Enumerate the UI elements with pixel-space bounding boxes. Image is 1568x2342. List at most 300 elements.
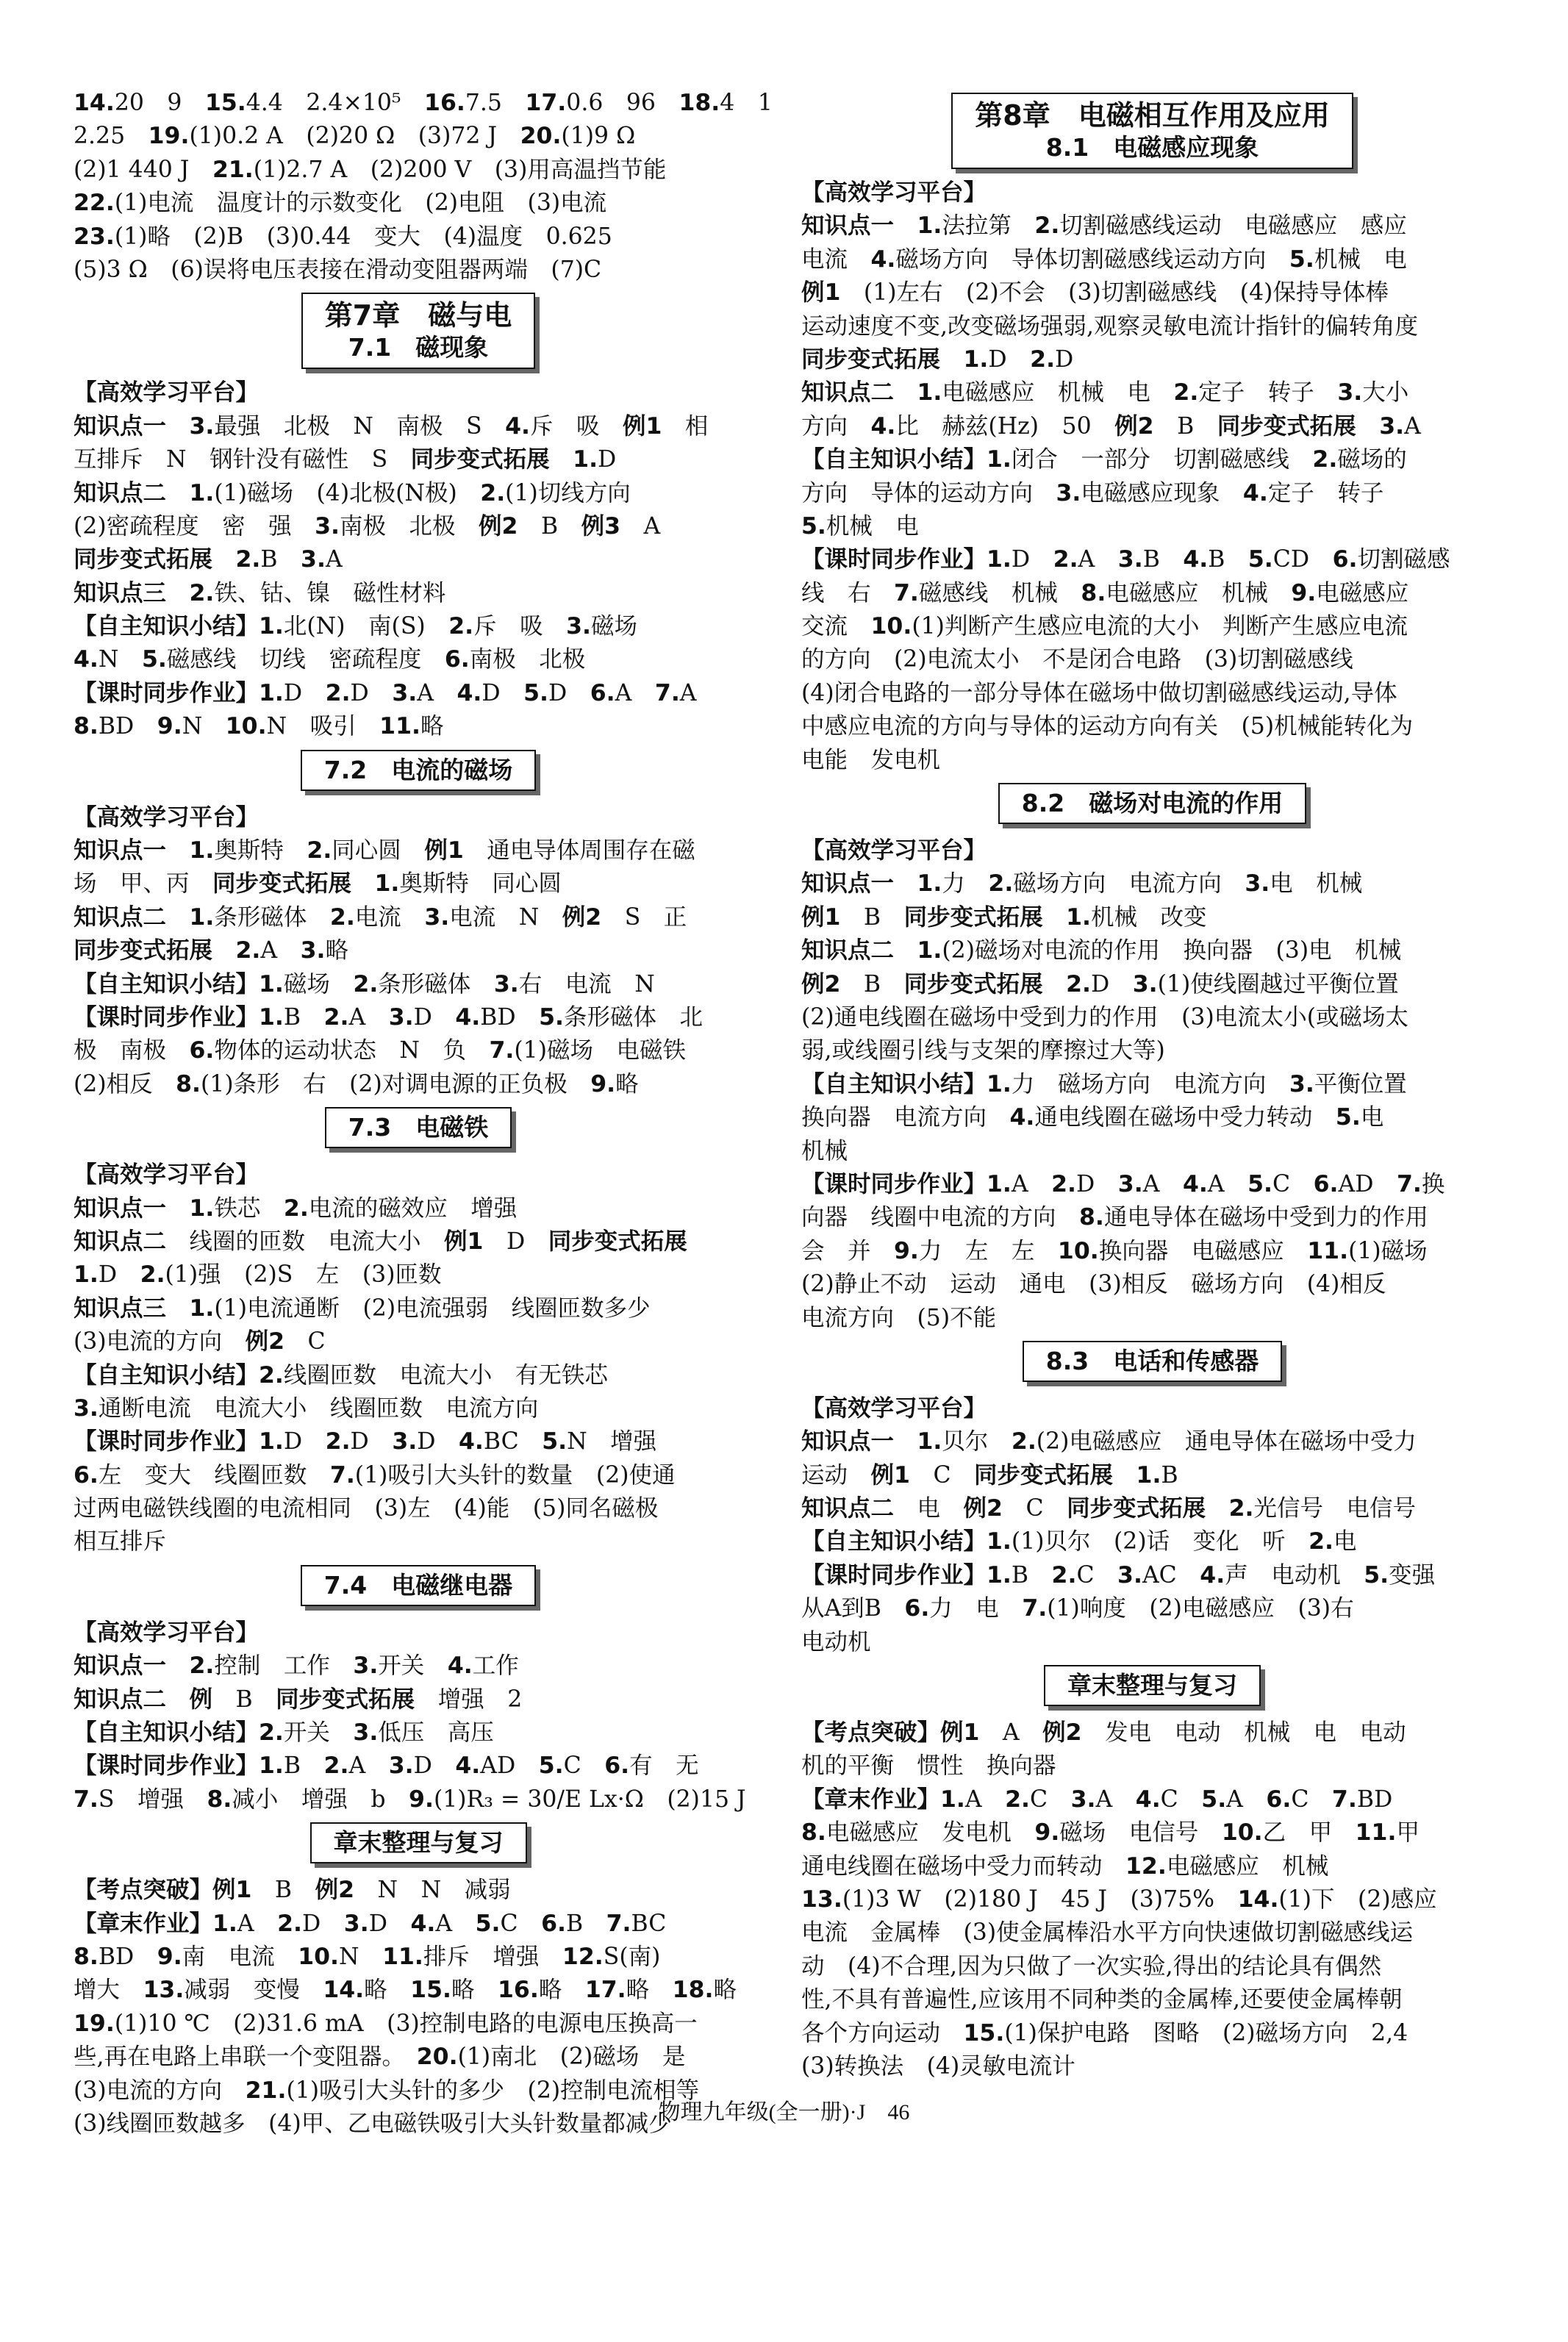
answer-text: 磁感线 机械 [918, 579, 1081, 606]
answer-text: C [1160, 1786, 1202, 1813]
answer-line [801, 243, 1503, 276]
answer-text: 电磁感应 发电机 [826, 1819, 1035, 1847]
answer-text: 南极 北极 [340, 512, 479, 540]
bold-label: 例1 [622, 412, 662, 440]
answer-text: 比 赫兹(Hz) 50 [895, 412, 1115, 440]
answer-text: 通电线圈在磁场中受力而转动 [801, 1852, 1126, 1880]
answer-text: 右 电流 N [518, 970, 655, 998]
answer-line [74, 477, 763, 510]
bold-label: 知识点二 1. [801, 937, 942, 964]
answer-text: 线圈匝数 电流大小 有无铁芯 [283, 1361, 608, 1389]
answer-text: (1)9 Ω [561, 123, 636, 150]
bold-label: 知识点二 [801, 1495, 895, 1522]
bold-label: 1. [74, 1261, 99, 1289]
bold-label: 【高效学习平台】 [74, 803, 259, 831]
chapter-title: 第8章 电磁相互作用及应用 [975, 99, 1330, 132]
answer-text: S(南) [603, 1943, 661, 1970]
answer-text: 略 [325, 937, 349, 964]
answer-text: C [1002, 1495, 1067, 1522]
bold-label: 知识点二 例 [74, 1686, 213, 1713]
bold-label: 10. [870, 613, 912, 640]
bold-label: 7. [329, 1461, 355, 1489]
bold-label: 10. [298, 1943, 340, 1970]
answer-text: 互排斥 N 钢针没有磁性 S [74, 446, 411, 473]
answer-text: A [679, 679, 697, 706]
answer-text: 会 并 [801, 1237, 895, 1264]
answer-text: D [1011, 546, 1053, 573]
bold-label: 3. [1337, 379, 1363, 407]
answer-text: AD [480, 1752, 539, 1780]
bold-label: 3. [343, 1910, 369, 1937]
answer-text: C [284, 1328, 326, 1356]
bold-label: 例2 [315, 1877, 354, 1904]
bold-label: 【课时同步作业】1. [74, 679, 284, 706]
bold-label: 4. [447, 1652, 473, 1680]
answer-text: D [548, 679, 590, 706]
bold-label: 【课时同步作业】1. [74, 1752, 284, 1780]
answer-text: BC [483, 1428, 543, 1455]
bold-label: 同步变式拓展 2. [74, 546, 261, 573]
bold-label: 4. [458, 1428, 484, 1455]
answer-text: 略 [538, 1977, 585, 2004]
answer-text: 光信号 电信号 [1253, 1495, 1416, 1522]
bold-label: 14. [74, 90, 115, 116]
answer-text: A [1207, 1170, 1248, 1197]
bold-label: 9. [894, 1237, 919, 1264]
answer-text: D [598, 446, 617, 473]
bold-label: 9. [157, 1943, 182, 1970]
bold-label: 3. [189, 412, 215, 440]
bold-label: 例1 [444, 1228, 484, 1255]
bold-label: 8. [176, 1070, 201, 1097]
answer-text: AD [1338, 1170, 1397, 1197]
bold-label: 例1 [424, 837, 464, 864]
bold-label: 7. [894, 579, 919, 606]
answer-line [74, 1192, 763, 1225]
answer-line [801, 443, 1503, 476]
bold-label: 7. [1022, 1595, 1048, 1622]
answer-text: 斥 吸 [473, 613, 567, 640]
bold-label: 3. [388, 1003, 414, 1031]
bold-label: 17. [525, 90, 567, 116]
bold-label: 2. [480, 479, 506, 506]
answer-line [74, 1258, 763, 1292]
bold-label: 11. [379, 713, 420, 740]
answer-line [74, 510, 763, 543]
answer-line [74, 1650, 763, 1683]
bold-label: 10. [225, 713, 267, 740]
bold-label: 3. [566, 613, 591, 640]
answer-text: 闭合 一部分 切割磁感线 [1011, 446, 1313, 473]
bold-label: 例2 [1114, 412, 1154, 440]
answer-line [74, 1941, 763, 1974]
bold-label: 4. [410, 1910, 436, 1937]
section-title: 8.1 电磁感应现象 [1045, 133, 1259, 162]
answer-line [801, 1235, 1503, 1268]
chapter-heading [301, 293, 535, 369]
answer-line [74, 801, 763, 834]
answer-text: 物体的运动状态 N 负 [214, 1037, 490, 1064]
answer-text: (1)电流通断 (2)电流强弱 线圈匝数多少 [214, 1294, 651, 1322]
answer-text: (1)贝尔 (2)话 变化 听 [1011, 1528, 1309, 1555]
answer-text: 中感应电流的方向与导体的运动方向有关 (5)机械能转化为 [801, 713, 1414, 740]
answer-text: 电流 N [449, 903, 562, 931]
answer-text: 电流 [354, 903, 425, 931]
answer-line [74, 1908, 763, 1941]
answer-line [801, 1916, 1503, 1949]
bold-label: 2. [307, 837, 332, 864]
bold-label: 【自主知识小结】1. [801, 446, 1012, 473]
bold-label: 19. [148, 123, 190, 150]
bold-label: 4. [455, 1752, 481, 1780]
section-heading: 8.3 电话和传感器 [1023, 1341, 1282, 1382]
bold-label: 6. [590, 679, 615, 706]
answer-line [74, 1459, 763, 1492]
bold-label: 15. [963, 2019, 1005, 2046]
answer-text: A [1142, 1170, 1183, 1197]
answer-line [74, 577, 763, 610]
bold-label: 3. [315, 512, 340, 540]
answer-text: 电流方向 (5)不能 [801, 1304, 997, 1331]
bold-label: 3. [424, 903, 450, 931]
answer-text: (1)切线方向 [505, 479, 631, 506]
answer-text: 磁场方向 导体切割磁感线运动方向 [895, 246, 1289, 273]
answer-text: S 增强 [98, 1786, 207, 1813]
bold-label: 3. [1117, 546, 1143, 573]
answer-line [74, 1683, 763, 1716]
answer-text: A [417, 679, 457, 706]
bold-label: 21. [212, 156, 254, 183]
answer-text: 电动机 [801, 1628, 871, 1655]
answer-text: 极 南极 [74, 1037, 190, 1064]
answer-line [74, 221, 763, 254]
answer-text: C [909, 1461, 975, 1489]
bold-label: 【自主知识小结】1. [801, 1070, 1012, 1097]
answer-text: D [1076, 1170, 1118, 1197]
bold-label: 【自主知识小结】1. [74, 970, 284, 998]
bold-label: 8. [207, 1786, 232, 1813]
bold-label: 【自主知识小结】2. [74, 1719, 284, 1747]
bold-label: 5. [475, 1910, 501, 1937]
answer-text: B [251, 1877, 315, 1904]
answer-text: 交流 [801, 613, 871, 640]
bold-label: 8. [1081, 579, 1106, 606]
answer-line [74, 1525, 763, 1558]
answer-text: C [1076, 1561, 1118, 1589]
answer-text: 性,不具有普遍性,应该用不同种类的金属棒,还要使金属棒朝 [801, 1986, 1403, 2013]
answer-text: 电能 发电机 [801, 746, 941, 773]
answer-line [801, 376, 1503, 409]
bold-label: 22. [74, 190, 115, 217]
answer-text: 贝尔 [942, 1428, 1012, 1455]
answer-text: 机械 改变 [1090, 903, 1207, 931]
bold-label: 21. [245, 2077, 287, 2104]
answer-line [74, 901, 763, 934]
bold-label: 【高效学习平台】 [801, 1394, 987, 1422]
answer-text: B [1208, 546, 1248, 573]
bold-label: 【高效学习平台】 [74, 1161, 259, 1189]
bold-label: 3. [1117, 1170, 1143, 1197]
answer-text: 斥 吸 [529, 412, 623, 440]
answer-line [801, 1001, 1503, 1034]
answer-text: 声 电动机 [1225, 1561, 1364, 1589]
bold-label: 6. [1266, 1786, 1292, 1813]
answer-text: (5)3 Ω (6)误将电压表接在滑动变阻器两端 (7)C [74, 256, 602, 283]
answer-text: (1)保护电路 图略 (2)磁场方向 2,4 [1004, 2019, 1408, 2046]
answer-line [74, 643, 763, 676]
bold-label: 2. [140, 1261, 165, 1289]
answer-text: 从A到B [801, 1595, 905, 1622]
answer-text: 条形磁体 [214, 903, 330, 931]
answer-text: 电 [1360, 1104, 1384, 1131]
bold-label: 【考点突破】例1 [74, 1877, 252, 1904]
answer-text: C [1291, 1786, 1332, 1813]
answer-text: (2)通电线圈在磁场中受到力的作用 (3)电流太小(或磁场太 [801, 1003, 1409, 1031]
answer-text: N N 减弱 [354, 1877, 511, 1904]
bold-label: 5. [141, 646, 167, 673]
bold-label: 2. [1051, 1561, 1077, 1589]
bold-label: 【课时同步作业】1. [801, 546, 1012, 573]
bold-label: 2. [323, 1003, 349, 1031]
answer-text: 开关 [283, 1719, 354, 1747]
answer-text: C [1030, 1786, 1071, 1813]
answer-text: 甲 [1396, 1819, 1420, 1847]
bold-label: 知识点一 1. [74, 1195, 215, 1222]
answer-text: B [283, 1003, 324, 1031]
answer-text: (1)吸引大头针的数量 (2)使通 [354, 1461, 676, 1489]
answer-text: 弱,或线圈引线与支架的摩擦过大等) [801, 1037, 1165, 1064]
answer-text: 电磁感应 机械 电 [942, 379, 1174, 407]
bold-label: 知识点二 [74, 1228, 190, 1255]
bold-label: 2. [1011, 1428, 1037, 1455]
answer-line [74, 1492, 763, 1525]
bold-label: 11. [1355, 1819, 1397, 1847]
answer-line [801, 834, 1503, 867]
answer-text: (1)条形 右 (2)对调电源的正负极 [201, 1070, 591, 1097]
answer-line [801, 1135, 1503, 1168]
answer-line [74, 1159, 763, 1192]
answer-text: (1)3 W (2)180 J 45 J (3)75% [842, 1886, 1238, 1913]
bold-label: 9. [409, 1786, 434, 1813]
answer-text: D [98, 1261, 140, 1289]
answer-text: 电 [1333, 1528, 1357, 1555]
bold-label: 2. [1030, 345, 1056, 373]
bold-label: 例2 [479, 512, 518, 540]
bold-label: 例3 [581, 512, 621, 540]
bold-label: 知识点一 1. [74, 837, 215, 864]
answer-line [801, 1883, 1503, 1916]
answer-text: D [350, 1428, 393, 1455]
answer-text: 换 [1421, 1170, 1445, 1197]
answer-text: D [413, 1752, 456, 1780]
bold-label: 知识点一 1. [801, 1428, 942, 1455]
bold-label: 【章末作业】1. [74, 1910, 237, 1937]
answer-text: 同心圆 [332, 837, 425, 864]
bold-label: 18. [672, 1977, 714, 2004]
bold-label: 4. [1135, 1786, 1161, 1813]
bold-label: 14. [1237, 1886, 1279, 1913]
answer-line [801, 867, 1503, 900]
bold-label: 知识点三 2. [74, 579, 215, 606]
answer-text: 电磁感应 机械 [1166, 1852, 1329, 1880]
answer-text: (1)0.2 A (2)20 Ω (3)72 J [189, 123, 520, 150]
answer-text: 切割磁感线运动 电磁感应 感应 [1059, 212, 1407, 240]
answer-text: 南极 北极 [469, 646, 586, 673]
answer-line [801, 1168, 1503, 1201]
answer-line [74, 1616, 763, 1650]
answer-text: A [1078, 546, 1118, 573]
answer-line [74, 867, 763, 900]
answer-text: A [615, 679, 655, 706]
bold-label: 5. [1335, 1104, 1361, 1131]
bold-label: 知识点二 1. [74, 479, 215, 506]
answer-line [74, 934, 763, 967]
answer-text: 控制 工作 [214, 1652, 354, 1680]
bold-label: 例2 [801, 970, 841, 998]
bold-label: 2. [323, 1752, 349, 1780]
section-heading: 章末整理与复习 [310, 1822, 527, 1863]
answer-text: D [1090, 970, 1133, 998]
bold-label: 23. [74, 223, 115, 250]
answer-line [801, 1592, 1503, 1625]
bold-label: 4. [455, 1003, 481, 1031]
answer-line [801, 1983, 1503, 2016]
answer-text: 有 无 [629, 1752, 699, 1780]
bold-label: 6. [1332, 546, 1358, 573]
answer-text: 北(N) 南(S) [283, 613, 449, 640]
bold-label: 同步变式拓展 [276, 1686, 415, 1713]
answer-text: (1)使线圈越过平衡位置 [1157, 970, 1399, 998]
answer-line [801, 1492, 1503, 1525]
answer-text: 电磁感应现象 [1081, 479, 1243, 506]
answer-text: 略 [420, 713, 444, 740]
answer-text: N 增强 [567, 1428, 657, 1455]
answer-text: 奥斯特 [214, 837, 307, 864]
bold-label: 3. [493, 970, 519, 998]
answer-text: D [350, 679, 393, 706]
bold-label: 4. [870, 246, 896, 273]
answer-text: 机械 [801, 1137, 848, 1164]
bold-label: 20. [416, 2044, 458, 2071]
bold-label: 4. [870, 412, 896, 440]
bold-label: 20. [520, 123, 562, 150]
answer-text: 通电导体在磁场中受到力的作用 [1103, 1204, 1428, 1231]
section-title: 7.1 磁现象 [348, 333, 489, 362]
bold-label: 【章末作业】1. [801, 1786, 965, 1813]
answer-text: B [1142, 546, 1184, 573]
bold-label: 7. [654, 679, 680, 706]
answer-text: (1)磁场 [1348, 1237, 1428, 1264]
bold-label: 【课时同步作业】1. [801, 1561, 1012, 1589]
answer-line [74, 120, 763, 153]
answer-text: A [237, 1910, 278, 1937]
answer-line [74, 1034, 763, 1067]
answer-line [74, 1292, 763, 1325]
bold-label: 2. [283, 1195, 309, 1222]
right-column [801, 87, 1503, 2083]
answer-text: 通电导体周围存在磁 [463, 837, 695, 864]
answer-text: A [1095, 1786, 1136, 1813]
bold-label: 同步变式拓展 1. [801, 345, 989, 373]
answer-text: 的方向 (2)电流太小 不是闭合电路 (3)切割磁感线 [801, 646, 1353, 673]
chapter-title: 第7章 磁与电 [324, 299, 512, 332]
answer-text: 定子 转子 [1198, 379, 1338, 407]
bold-label: 2. [325, 1428, 351, 1455]
answer-line [801, 1716, 1503, 1750]
answer-line [801, 510, 1503, 543]
bold-label: 4. [1200, 1561, 1225, 1589]
answer-line [74, 1716, 763, 1750]
bold-label: 2. [1173, 379, 1199, 407]
bold-label: 3. [1132, 970, 1158, 998]
bold-label: 同步变式拓展 2. [74, 937, 261, 964]
bold-label: 知识点二 1. [801, 379, 942, 407]
bold-label: 16. [498, 1977, 539, 2004]
section-heading: 7.2 电流的磁场 [301, 750, 536, 791]
answer-text: 乙 甲 [1262, 1819, 1356, 1847]
answer-text: 电流 [801, 246, 871, 273]
answer-text: A [435, 1910, 476, 1937]
answer-text: 略 [615, 1070, 639, 1097]
bold-label: 10. [1057, 1237, 1099, 1264]
bold-label: 11. [1307, 1237, 1349, 1264]
answer-text: (1)磁场 (4)北极(N极) [214, 479, 481, 506]
answer-text: D [483, 1228, 548, 1255]
answer-text: A [348, 1003, 389, 1031]
answer-line [801, 1950, 1503, 1983]
answer-text: 相 [662, 412, 709, 440]
bold-label: 例1 [870, 1461, 910, 1489]
answer-text: 动 (4)不合理,因为只做了一次实验,得出的结论具有偶然 [801, 1952, 1382, 1980]
answer-text: A [260, 937, 301, 964]
bold-label: 13. [143, 1977, 185, 2004]
bold-label: 【高效学习平台】 [74, 379, 259, 407]
answer-text: 4.4 2.4×10⁵ [246, 90, 425, 116]
answer-text: 略 [626, 1977, 673, 2004]
left-column [74, 87, 773, 2141]
bold-label: 同步变式拓展 2. [1067, 1495, 1254, 1522]
answer-line [74, 254, 763, 287]
answer-line [801, 901, 1503, 934]
answer-line [74, 443, 763, 476]
bold-label: 2. [277, 1910, 303, 1937]
bold-label: 同步变式拓展 3. [1217, 412, 1405, 440]
answer-line [801, 744, 1503, 777]
answer-text: 磁场 [591, 613, 638, 640]
bold-label: 5. [1289, 246, 1314, 273]
answer-text: 4 1 [720, 90, 773, 116]
bold-label: 3. [353, 1652, 379, 1680]
bold-label: 同步变式拓展 2. [903, 970, 1091, 998]
answer-line [74, 410, 763, 443]
bold-label: 19. [74, 2010, 115, 2037]
answer-text: 通断电流 电流大小 线圈匝数 电流方向 [98, 1394, 539, 1422]
bold-label: 3. [353, 1719, 379, 1747]
bold-label: 【高效学习平台】 [74, 1619, 259, 1646]
bold-label: 【高效学习平台】 [801, 837, 987, 864]
answer-line [801, 710, 1503, 743]
answer-line [801, 934, 1503, 967]
answer-text: S 正 [601, 903, 687, 931]
answer-text: A [620, 512, 661, 540]
bold-label: 3. [74, 1394, 99, 1422]
answer-text: N [182, 713, 226, 740]
answer-line [801, 410, 1503, 443]
answer-text: 略 [364, 1977, 411, 2004]
answer-text: (1)吸引大头针的多少 (2)控制电流相等 [286, 2077, 700, 2104]
bold-label: 【考点突破】例1 [801, 1719, 980, 1747]
bold-label: 7. [1396, 1170, 1422, 1197]
